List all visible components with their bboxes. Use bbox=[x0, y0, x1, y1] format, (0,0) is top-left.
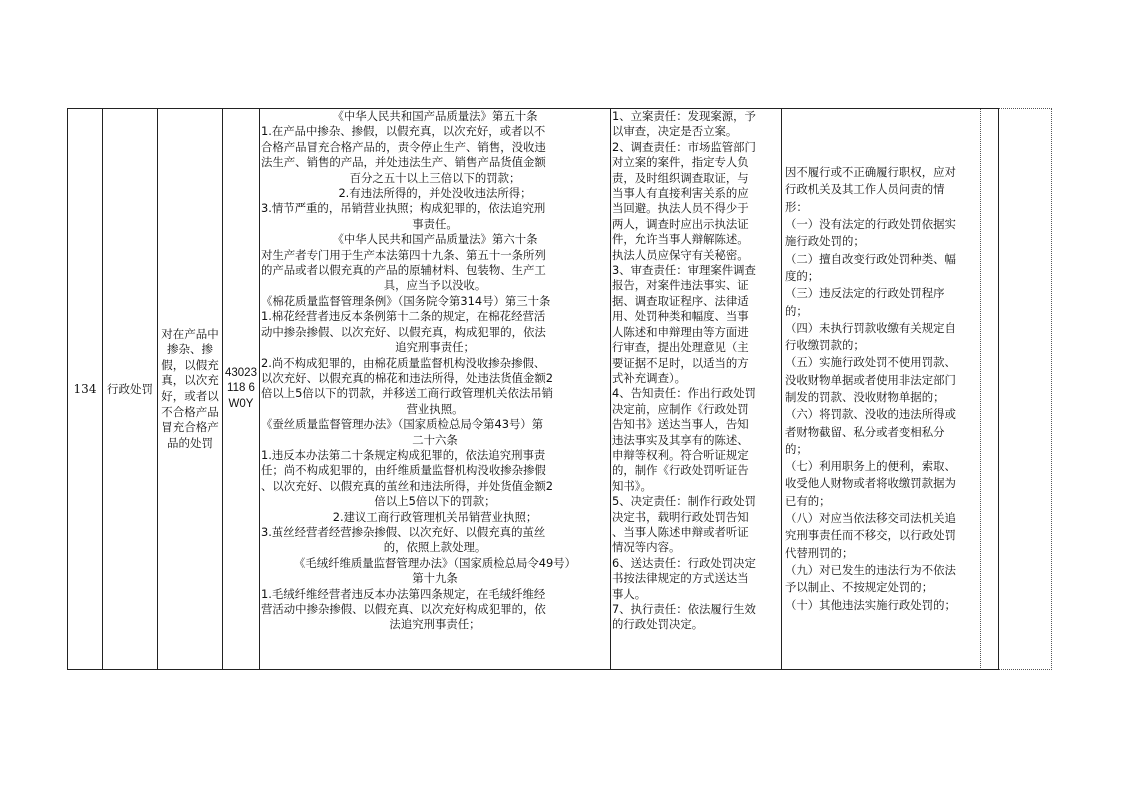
accountability-line: （七）利用职务上的便利，索取、 bbox=[785, 459, 956, 474]
item-code: 43023118 6W0Y bbox=[223, 109, 260, 670]
legal-basis-line: 合格产品冒充合格产品的，责令停止生产、销售，没收违 bbox=[261, 139, 546, 154]
accountability-line: 的； bbox=[785, 441, 808, 456]
responsibility-line: 的，制作《行政处罚听证告 bbox=[612, 463, 749, 478]
legal-basis-line: 百分之五十以上三倍以下的罚款； bbox=[349, 170, 521, 185]
legal-basis-line: 的，依照上款处理。 bbox=[383, 540, 487, 555]
responsibility-line: 告知书》送达当事人，告知 bbox=[612, 417, 749, 432]
legal-basis-line: 《中华人民共和国产品质量法》第五十条 bbox=[332, 109, 538, 123]
legal-basis-line: 倍以上5倍以下的罚款，并移送工商行政管理机关依法吊销 bbox=[261, 386, 554, 401]
row-number: 134 bbox=[68, 109, 103, 670]
accountability-line: 形： bbox=[785, 199, 808, 214]
legal-basis-line: 事责任。 bbox=[412, 216, 458, 231]
responsibility-line: 1、立案责任：发现案源，予 bbox=[612, 109, 756, 123]
power-type: 行政处罚 bbox=[103, 109, 158, 670]
legal-basis-line: 《毛绒纤维质量监督管理办法》（国家质检总局令49号） bbox=[293, 555, 577, 570]
responsibility-line: 4、告知责任：作出行政处罚 bbox=[612, 386, 756, 401]
accountability-line: （六）将罚款、没收的违法所得或 bbox=[785, 407, 956, 422]
accountability-line: （四）未执行罚款收缴有关规定自 bbox=[785, 320, 956, 335]
legal-basis-line: 对生产者专门用于生产本法第四十九条、第五十一条所列 bbox=[261, 247, 546, 262]
accountability-line: （九）对已发生的违法行为不依法 bbox=[785, 562, 956, 577]
legal-basis-line: 1.违反本办法第二十条规定构成犯罪的，依法追究刑事责 bbox=[261, 447, 546, 462]
responsibility-line: 当回避。执法人员不得少于 bbox=[612, 201, 749, 216]
accountability-text bbox=[785, 164, 995, 614]
responsibility-line: 用、处罚种类和幅度、当事 bbox=[612, 309, 749, 324]
accountability-line: （十）其他违法实施行政处罚的； bbox=[785, 597, 956, 612]
legal-basis-line: 具，应当予以没收。 bbox=[383, 278, 487, 293]
responsibility-line: 知书》。 bbox=[612, 478, 652, 493]
legal-basis-line: 1.在产品中掺杂、掺假，以假充真，以次充好，或者以不 bbox=[261, 124, 546, 139]
responsibility-line: 报告，对案件违法事实、证 bbox=[612, 278, 749, 293]
responsibility-line: 申辩等权利。符合听证规定 bbox=[612, 447, 749, 462]
accountability-line: 已有的； bbox=[785, 493, 831, 508]
responsibility-table bbox=[67, 108, 999, 670]
responsibility-line: 两人，调查时应出示执法证 bbox=[612, 216, 749, 231]
accountability-cell bbox=[782, 109, 999, 670]
accountability-line: 行收缴罚款的； bbox=[785, 338, 865, 353]
legal-basis-line: 2.尚不构成犯罪的，由棉花质量监督机构没收掺杂掺假、 bbox=[261, 355, 546, 370]
item-name: 对在产品中掺杂、掺假，以假充真，以次充好，或者以不合格产品冒充合格产品的处罚 bbox=[158, 109, 223, 670]
accountability-line: 代替刑罚的； bbox=[785, 545, 854, 560]
accountability-line: 施行政处罚的； bbox=[785, 234, 865, 249]
responsibility-line: 书按法律规定的方式送达当 bbox=[612, 571, 749, 586]
legal-basis-line: 追究刑事责任； bbox=[395, 340, 475, 355]
accountability-line: 究刑事责任而不移交，以行政处罚 bbox=[785, 528, 956, 543]
legal-basis-line: 1.棉花经营者违反本条例第十二条的规定，在棉花经营活 bbox=[261, 309, 546, 324]
responsibility-line: 件，允许当事人辩解陈述。 bbox=[612, 232, 749, 247]
legal-basis-cell bbox=[260, 109, 611, 670]
responsibility-line: 6、送达责任：行政处罚决定 bbox=[612, 555, 756, 570]
responsibility-line: 事人。 bbox=[612, 586, 647, 601]
accountability-line: 的； bbox=[785, 303, 808, 318]
legal-basis-line: 、以次充好、以假充真的茧丝和违法所得，并处货值金额2 bbox=[261, 478, 554, 493]
legal-basis-line: 2.建议工商行政管理机关吊销营业执照； bbox=[332, 509, 538, 524]
responsibility-line: 当事人有直接利害关系的应 bbox=[612, 186, 749, 201]
legal-basis-line: 营业执照。 bbox=[406, 401, 464, 416]
responsibility-line: 3、审查责任：审理案件调查 bbox=[612, 263, 756, 278]
responsibility-line: 责，及时组织调查取证，与 bbox=[612, 170, 749, 185]
legal-basis-line: 的产品或者以假充真的产品的原辅材料、包装物、生产工 bbox=[261, 263, 546, 278]
legal-basis-line: 以次充好、以假充真的棉花和违法所得，处违法货值金额2 bbox=[261, 370, 554, 385]
accountability-line: 予以制止、不按规定处罚的； bbox=[785, 580, 934, 595]
accountability-line: 者财物截留、私分或者变相私分 bbox=[785, 424, 945, 439]
accountability-line: （八）对应当依法移交司法机关追 bbox=[785, 511, 956, 526]
legal-basis-line: 《中华人民共和国产品质量法》第六十条 bbox=[332, 232, 538, 247]
legal-basis-line: 倍以上5倍以下的罚款； bbox=[374, 494, 496, 509]
accountability-line: （二）擅自改变行政处罚种类、幅 bbox=[785, 251, 956, 266]
legal-basis-line: 法追究刑事责任； bbox=[389, 617, 481, 632]
accountability-line: 没收财物单据或者使用非法定部门 bbox=[785, 372, 956, 387]
accountability-line: 收受他人财物或者将收缴罚款据为 bbox=[785, 476, 956, 491]
legal-basis-line: 法生产、销售的产品，并处违法生产、销售产品货值金额 bbox=[261, 155, 546, 170]
accountability-line: 行政机关及其工作人员问责的情 bbox=[785, 182, 945, 197]
legal-basis-line: 第十九条 bbox=[412, 571, 458, 586]
responsibility-line: 对立案的案件，指定专人负 bbox=[612, 155, 749, 170]
legal-basis-line: 3.情节严重的，吊销营业执照；构成犯罪的，依法追究刑 bbox=[261, 201, 546, 216]
legal-basis-line: 营活动中掺杂掺假、以假充真、以次充好构成犯罪的，依 bbox=[261, 602, 546, 616]
responsibility-line: 人陈述和申辩理由等方面进 bbox=[612, 324, 749, 339]
responsibility-line: 式补充调查）。 bbox=[612, 370, 687, 385]
responsibility-line: 行审查，提出处理意见（主 bbox=[612, 340, 749, 355]
responsibility-line: 要证据不足时，以适当的方 bbox=[612, 355, 749, 370]
responsibility-line: 决定书，载明行政处罚告知 bbox=[612, 509, 749, 524]
legal-basis-line: 2.有违法所得的，并处没收违法所得； bbox=[338, 186, 532, 201]
legal-basis-text bbox=[261, 109, 609, 633]
legal-basis-line: 1.毛绒纤维经营者违反本办法第四条规定，在毛绒纤维经 bbox=[261, 586, 546, 601]
responsibility-line: 2、调查责任：市场监管部门 bbox=[612, 139, 756, 154]
legal-basis-line: 《棉花质量监督管理条例》（国务院令第314号）第三十条 bbox=[261, 293, 551, 308]
legal-basis-line: 《蚕丝质量监督管理办法》（国家质检总局令第43号）第 bbox=[261, 417, 544, 432]
responsibility-line: 以审查，决定是否立案。 bbox=[612, 124, 738, 139]
legal-basis-line: 任；尚不构成犯罪的，由纤维质量监督机构没收掺杂掺假 bbox=[261, 463, 546, 478]
responsibility-line: 7、执行责任：依法履行生效 bbox=[612, 602, 756, 616]
responsibility-line: 情况等内容。 bbox=[612, 540, 681, 555]
accountability-line: 因不履行或不正确履行职权，应对 bbox=[785, 165, 956, 180]
accountability-line: （三）违反法定的行政处罚程序 bbox=[785, 286, 945, 301]
legal-basis-line: 3.茧丝经营者经营掺杂掺假、以次充好、以假充真的茧丝 bbox=[261, 524, 546, 539]
accountability-line: 度的； bbox=[785, 268, 820, 283]
responsibility-line: 、当事人陈述申辩或者听证 bbox=[612, 524, 749, 539]
responsibility-line: 的行政处罚决定。 bbox=[612, 617, 704, 632]
legal-basis-line: 动中掺杂掺假、以次充好、以假充真，构成犯罪的，依法 bbox=[261, 324, 546, 339]
responsibility-line: 据、调查取证程序、法律适 bbox=[612, 293, 749, 308]
accountability-line: （五）实施行政处罚不使用罚款、 bbox=[785, 355, 956, 370]
accountability-line: （一）没有法定的行政处罚依据实 bbox=[785, 217, 956, 232]
accountability-line: 制发的罚款、没收财物单据的； bbox=[785, 390, 945, 404]
responsibility-line: 决定前，应制作《行政处罚 bbox=[612, 401, 749, 416]
responsibility-line: 5、决定责任：制作行政处罚 bbox=[612, 494, 756, 509]
responsibility-line: 执法人员应保守有关秘密。 bbox=[612, 247, 749, 262]
responsibility-cell bbox=[611, 109, 782, 670]
table-row bbox=[68, 109, 999, 670]
responsibility-text bbox=[612, 109, 780, 633]
responsibility-line: 违法事实及其享有的陈述、 bbox=[612, 432, 749, 447]
legal-basis-line: 二十六条 bbox=[412, 432, 458, 447]
